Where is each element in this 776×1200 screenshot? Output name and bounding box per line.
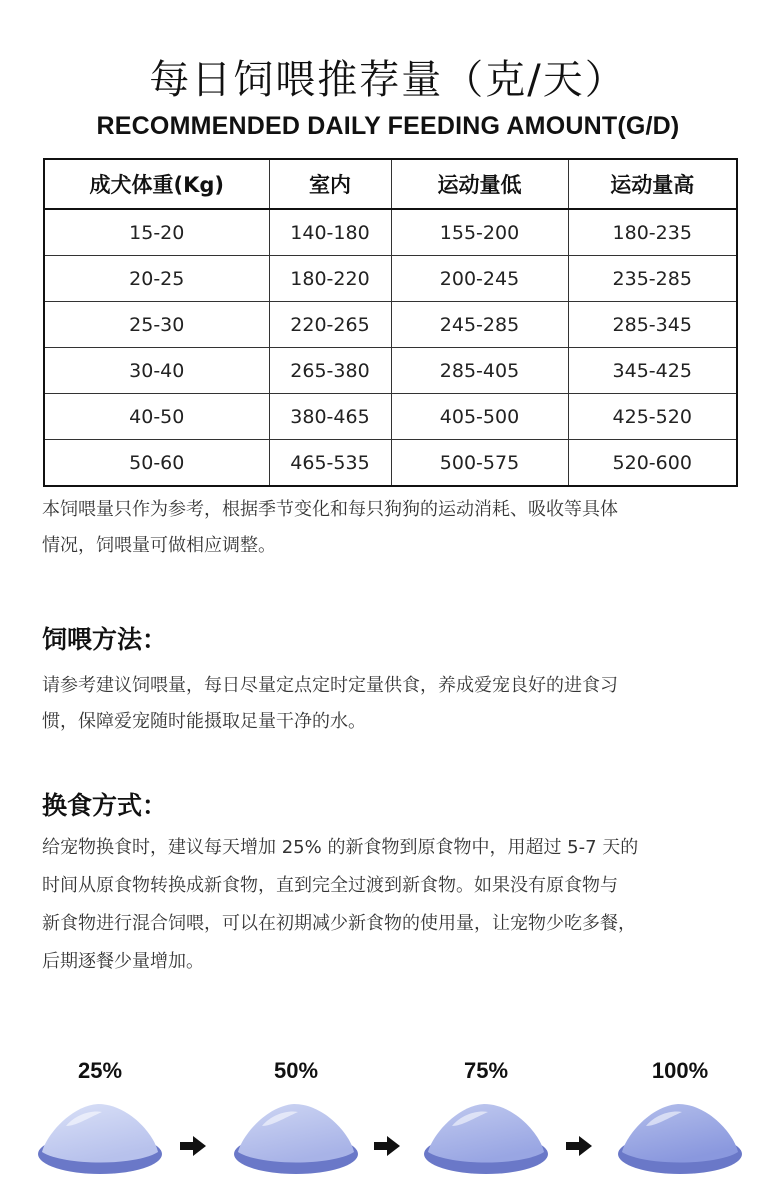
- cell-weight: 25-30: [44, 302, 269, 348]
- step-50: [226, 1056, 366, 1176]
- cell-low: 500-575: [391, 440, 568, 487]
- cell-high: 235-285: [568, 256, 737, 302]
- table-header-row: [44, 159, 737, 209]
- table-row: [44, 209, 737, 256]
- note-line: 本饲喂量只作为参考，根据季节变化和每只狗狗的运动消耗、吸收等具体: [42, 499, 618, 520]
- cell-low: 200-245: [391, 256, 568, 302]
- step-25: [30, 1056, 170, 1176]
- step-100: [610, 1056, 750, 1176]
- cell-indoor: 140-180: [269, 209, 391, 256]
- switching-text: [42, 829, 742, 981]
- method-line: 请参考建议饲喂量，每日尽量定点定时定量供食，养成爱宠良好的进食习: [42, 675, 618, 696]
- table-row: [44, 394, 737, 440]
- header-indoor: 室内: [269, 159, 391, 209]
- page-subtitle: RECOMMENDED DAILY FEEDING AMOUNT(G/D): [96, 112, 680, 140]
- cell-high: 520-600: [568, 440, 737, 487]
- switch-line: 时间从原食物转换成新食物，直到完全过渡到新食物。如果没有原食物与: [42, 875, 618, 896]
- step-75: [416, 1056, 556, 1176]
- cell-weight: 15-20: [44, 209, 269, 256]
- step-percent-label: 100%: [651, 1058, 709, 1083]
- food-bowl-icon: [36, 1096, 164, 1176]
- cell-low: 285-405: [391, 348, 568, 394]
- arrow-right-icon: [564, 1134, 594, 1158]
- header-high-activity: 运动量高: [568, 159, 737, 209]
- header-low-activity: 运动量低: [391, 159, 568, 209]
- cell-weight: 30-40: [44, 348, 269, 394]
- table-row: [44, 440, 737, 487]
- switch-line: 给宠物换食时，建议每天增加 25% 的新食物到原食物中，用超过 5-7 天的: [42, 837, 639, 858]
- switch-line: 新食物进行混合饲喂，可以在初期减少新食物的使用量，让宠物少吃多餐，: [42, 913, 636, 934]
- switch-line: 后期逐餐少量增加。: [42, 951, 204, 972]
- header-weight: 成犬体重(Kg): [44, 159, 269, 209]
- cell-indoor: 380-465: [269, 394, 391, 440]
- cell-indoor: 265-380: [269, 348, 391, 394]
- cell-indoor: 220-265: [269, 302, 391, 348]
- cell-high: 425-520: [568, 394, 737, 440]
- note-line: 情况，饲喂量可做相应调整。: [42, 535, 276, 556]
- cell-weight: 40-50: [44, 394, 269, 440]
- food-bowl-icon: [422, 1096, 550, 1176]
- feeding-method-heading: 饲喂方法：: [42, 625, 168, 654]
- switching-heading: 换食方式：: [42, 791, 168, 820]
- feeding-table: [43, 158, 738, 487]
- food-bowl-icon: [232, 1096, 360, 1176]
- cell-weight: 20-25: [44, 256, 269, 302]
- step-percent-label: 50%: [273, 1058, 319, 1083]
- cell-indoor: 180-220: [269, 256, 391, 302]
- food-bowl-icon: [616, 1096, 744, 1176]
- table-row: [44, 256, 737, 302]
- feeding-method-text: [42, 668, 742, 740]
- arrow-right-icon: [372, 1134, 402, 1158]
- step-percent-label: 75%: [463, 1058, 509, 1083]
- cell-low: 245-285: [391, 302, 568, 348]
- step-percent-label: 25%: [77, 1058, 123, 1083]
- cell-weight: 50-60: [44, 440, 269, 487]
- cell-low: 155-200: [391, 209, 568, 256]
- table-row: [44, 348, 737, 394]
- page-title: 每日饲喂推荐量（克/天）: [149, 57, 627, 103]
- cell-high: 345-425: [568, 348, 737, 394]
- cell-low: 405-500: [391, 394, 568, 440]
- cell-high: 285-345: [568, 302, 737, 348]
- method-line: 惯，保障爱宠随时能摄取足量干净的水。: [42, 711, 366, 732]
- table-row: [44, 302, 737, 348]
- feeding-note: [42, 492, 742, 564]
- cell-high: 180-235: [568, 209, 737, 256]
- arrow-right-icon: [178, 1134, 208, 1158]
- cell-indoor: 465-535: [269, 440, 391, 487]
